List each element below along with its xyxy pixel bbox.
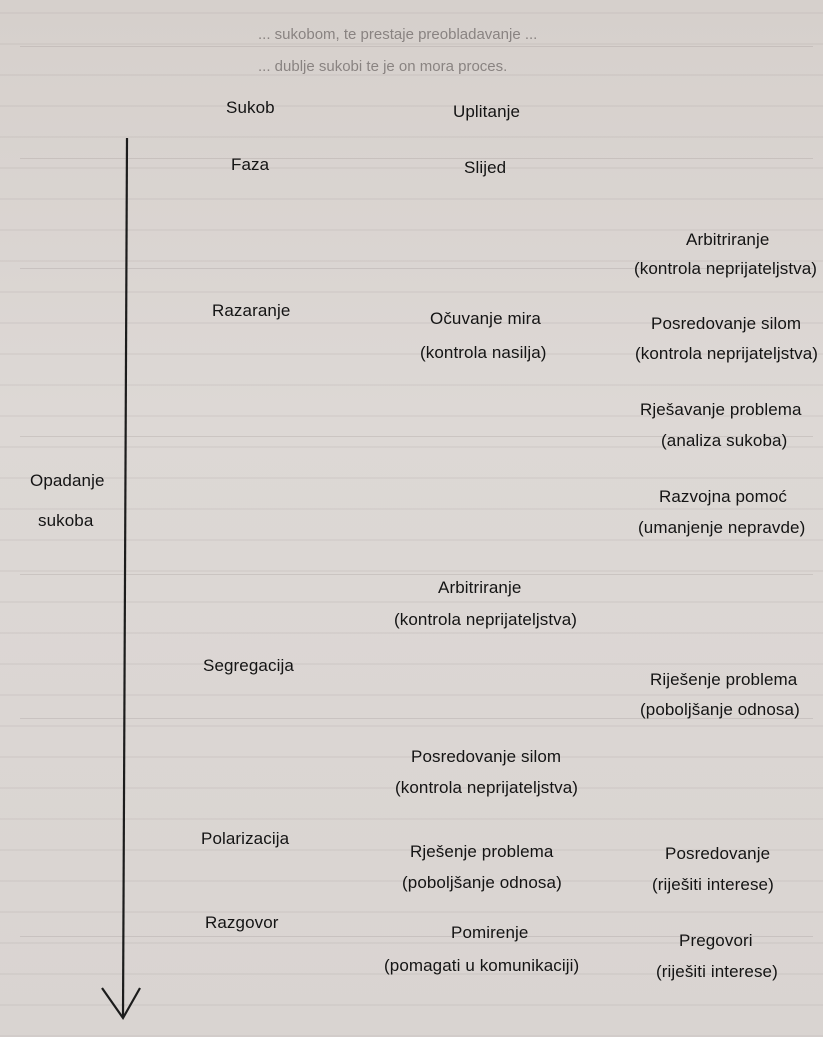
middle-item-subtitle: (pomagati u komunikaciji) [384, 956, 580, 975]
middle-item-subtitle: (kontrola neprijateljstva) [395, 778, 579, 797]
background-text-line: ... dublje sukobi te je on mora proces. [258, 58, 508, 75]
right-item-subtitle: (kontrola neprijateljstva) [635, 344, 819, 363]
middle-item-title: Arbitriranje [438, 578, 522, 597]
phase-polarizacija: Polarizacija [201, 829, 290, 848]
phase-segregacija: Segregacija [203, 656, 294, 675]
right-item-subtitle: (poboljšanje odnosa) [640, 700, 800, 719]
middle-item-subtitle: (kontrola neprijateljstva) [394, 610, 578, 629]
axis-label: sukoba [38, 511, 94, 530]
right-item-title: Posredovanje silom [651, 314, 802, 333]
right-item-subtitle: (kontrola neprijateljstva) [634, 259, 818, 278]
left-column-header: Sukob [226, 98, 275, 117]
middle-column-header: Uplitanje [453, 102, 521, 121]
right-item-subtitle: (analiza sukoba) [661, 431, 788, 450]
middle-item-title: Rješenje problema [410, 842, 554, 861]
arrowhead-icon [102, 988, 140, 1018]
right-item-title: Razvojna pomoć [659, 487, 788, 506]
right-item-title: Arbitriranje [686, 230, 770, 249]
right-item-title: Riješenje problema [650, 670, 798, 689]
phase-razgovor: Razgovor [205, 913, 279, 932]
arrow-shaft [123, 138, 127, 1016]
middle-item-title: Očuvanje mira [430, 309, 541, 328]
background-text-line: ... sukobom, te prestaje preobladavanje ... [258, 26, 538, 43]
right-item-title: Pregovori [679, 931, 753, 950]
middle-item-title: Pomirenje [451, 923, 529, 942]
right-item-subtitle: (riješiti interese) [656, 962, 778, 981]
right-item-subtitle: (riješiti interese) [652, 875, 774, 894]
left-column-subheader: Faza [231, 155, 270, 174]
middle-item-title: Posredovanje silom [411, 747, 562, 766]
right-item-subtitle: (umanjenje nepravde) [638, 518, 806, 537]
axis-label: Opadanje [30, 471, 105, 490]
phase-razaranje: Razaranje [212, 301, 291, 320]
middle-item-subtitle: (poboljšanje odnosa) [402, 873, 562, 892]
right-item-title: Posredovanje [665, 844, 771, 863]
middle-column-subheader: Slijed [464, 158, 507, 177]
middle-item-subtitle: (kontrola nasilja) [420, 343, 547, 362]
right-item-title: Rješavanje problema [640, 400, 802, 419]
